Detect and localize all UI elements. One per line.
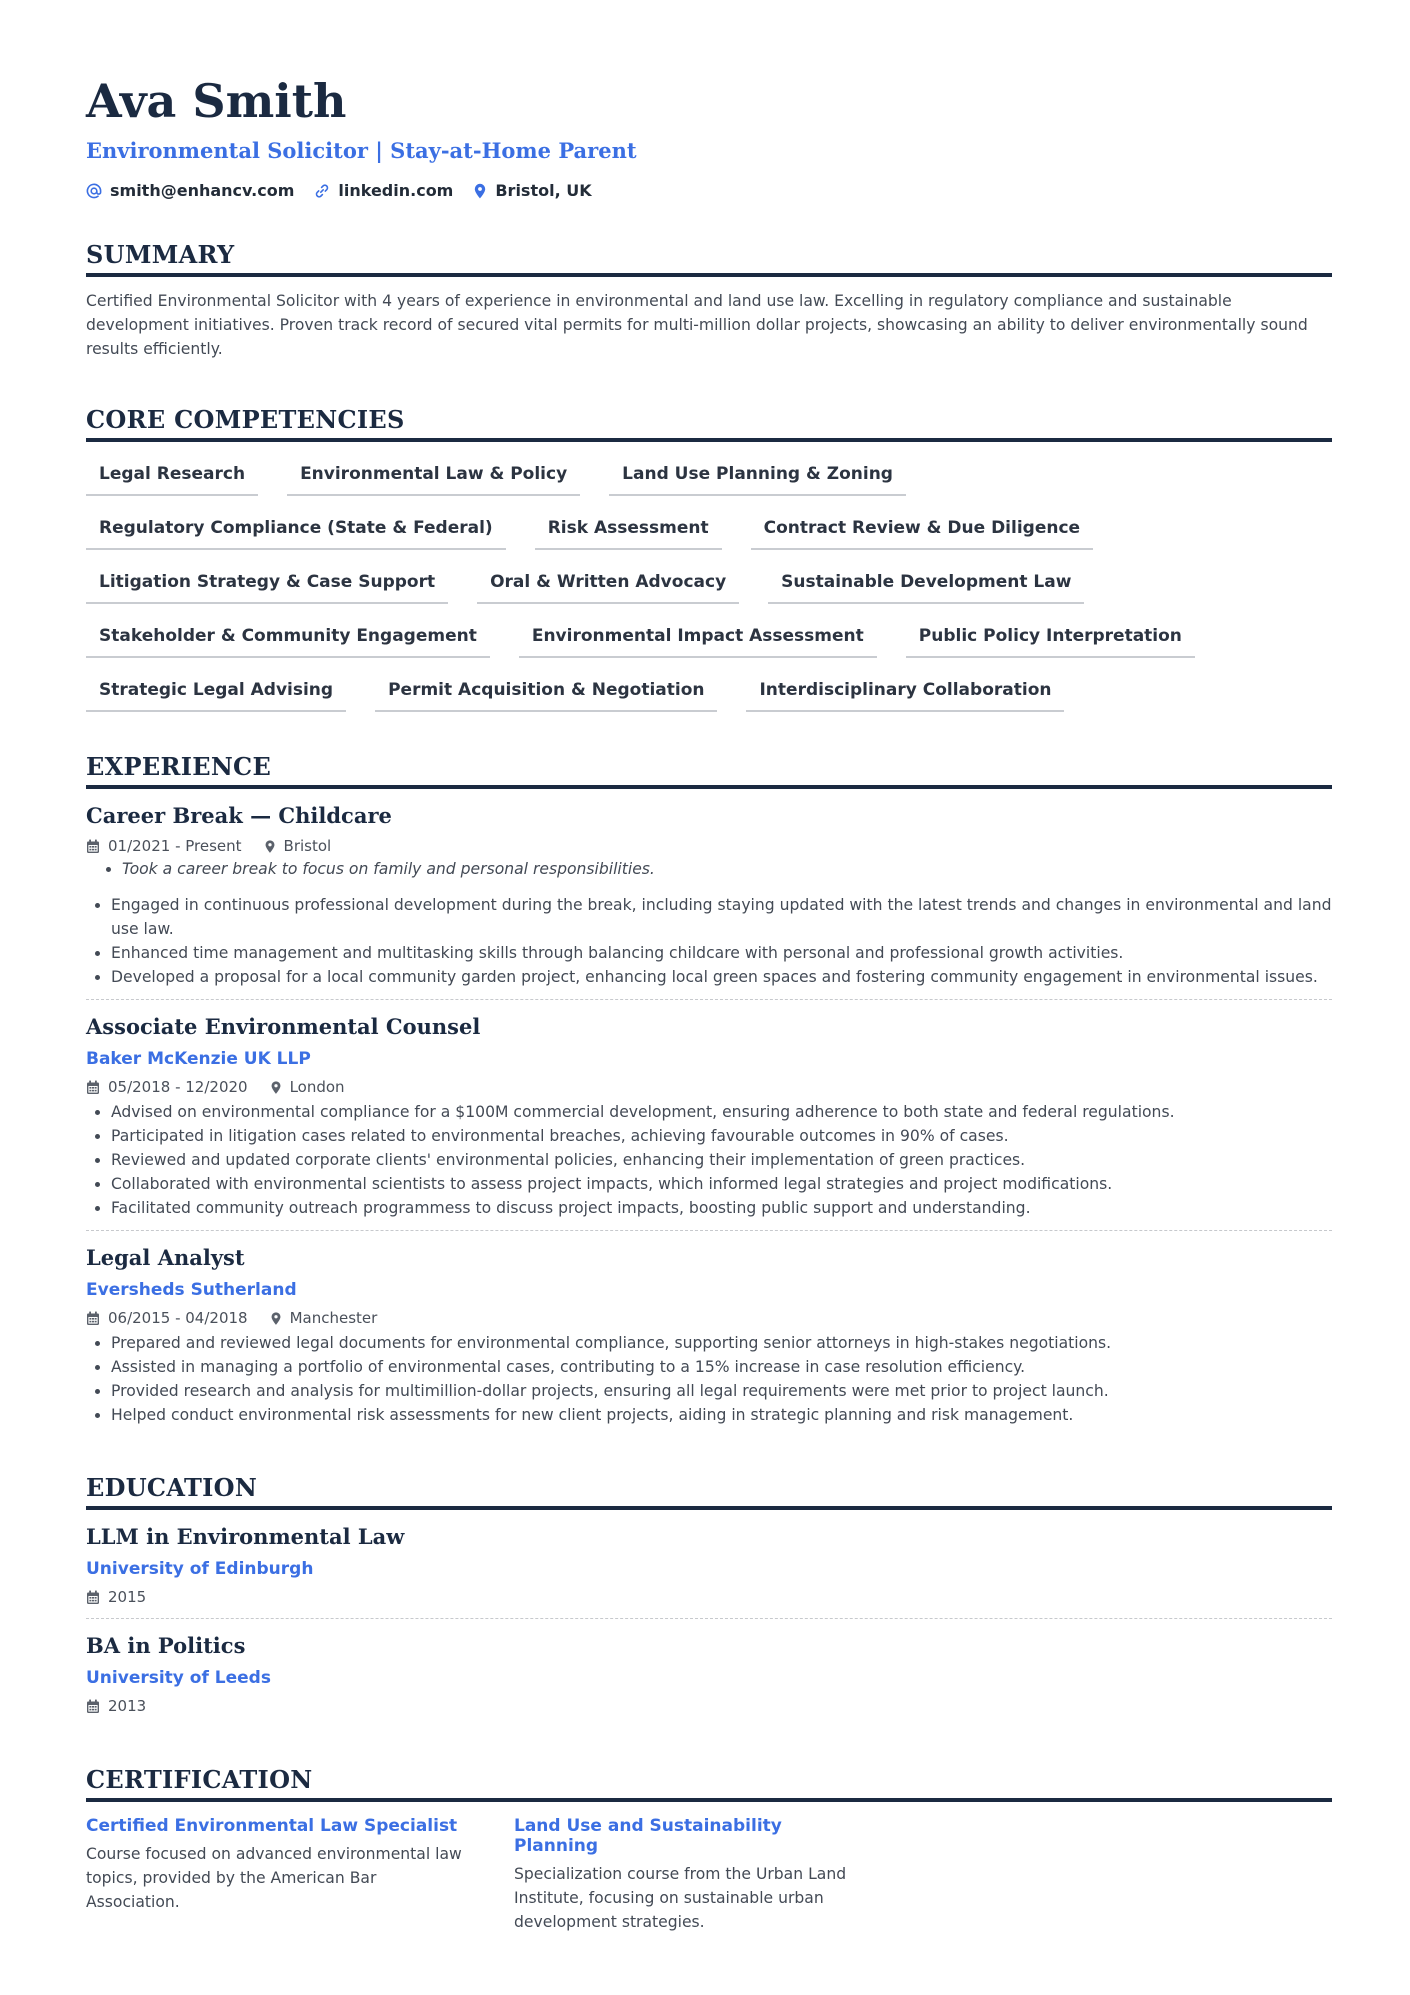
skill-tag: Land Use Planning & Zoning [609, 460, 906, 496]
job-dates-text: 01/2021 - Present [108, 837, 242, 855]
education-year [86, 1697, 146, 1715]
calendar-icon [86, 1311, 100, 1326]
job-entry [86, 803, 1332, 999]
bullet-item: • Developed a proposal for a local community garden project, enhancing local green spaces and fostering community engagement in environmental issues. [111, 965, 1332, 989]
job-bullets [86, 1100, 1332, 1220]
map-pin-icon [270, 1080, 282, 1095]
job-meta [86, 1309, 1332, 1327]
bullet-item: • Facilitated community outreach programmess to discuss project impacts, boosting public support and understanding. [111, 1196, 1332, 1220]
job-dates [86, 1078, 248, 1096]
job-title: Career Break — Childcare [86, 803, 392, 828]
job-dates [86, 837, 242, 855]
candidate-name: Ava Smith [86, 74, 347, 128]
skill-tag: Interdisciplinary Collaboration [746, 676, 1064, 712]
resume-page [86, 70, 1332, 1934]
education-meta [86, 1697, 1332, 1715]
certification-description: Specialization course from the Urban Land Institute, focusing on sustainable urban development strategies. [514, 1865, 847, 1931]
section-title-certification: CERTIFICATION [86, 1765, 1332, 1802]
map-pin-icon [473, 183, 487, 199]
skill-tag: Environmental Law & Policy [287, 460, 580, 496]
job-location [270, 1309, 378, 1327]
summary-text: Certified Environmental Solicitor with 4 years of experience in environmental and land use law. Excelling in regulatory compliance and sustainable development initiatives. Proven track record of secured vital permits for multi-million dollar projects, showcasing an ability to deliver environmentally sound results efficiently. [86, 292, 1308, 358]
contact-location [473, 181, 591, 200]
calendar-icon [86, 1080, 100, 1095]
education-entry [86, 1524, 1332, 1618]
section-title-summary: SUMMARY [86, 240, 1332, 277]
map-pin-icon [264, 839, 276, 854]
contact-bar [86, 181, 1332, 200]
bullet-item: • Provided research and analysis for multimillion-dollar projects, ensuring all legal requirements were met prior to project launch. [111, 1379, 1332, 1403]
skill-tag: Sustainable Development Law [768, 568, 1084, 604]
job-entry [86, 1230, 1332, 1437]
job-location [270, 1078, 345, 1096]
skill-tag: Risk Assessment [535, 514, 722, 550]
job-meta [86, 837, 1332, 855]
education-meta [86, 1588, 1332, 1606]
bullet-item: • Took a career break to focus on family and personal responsibilities. [122, 857, 1332, 881]
skill-tag: Regulatory Compliance (State & Federal) [86, 514, 506, 550]
job-entry [86, 999, 1332, 1230]
competencies-section [86, 405, 1332, 730]
skill-tag: Strategic Legal Advising [86, 676, 346, 712]
degree-title: BA in Politics [86, 1633, 246, 1658]
contact-email[interactable] [86, 181, 294, 200]
contact-linkedin[interactable] [314, 181, 453, 200]
certification-list [86, 1816, 1332, 1934]
contact-location-text: Bristol, UK [495, 181, 592, 200]
job-location [264, 837, 332, 855]
resume-header [86, 70, 1332, 200]
certification-title: Certified Environmental Law Specialist [86, 1816, 458, 1836]
skill-tag: Environmental Impact Assessment [519, 622, 877, 658]
at-sign-icon [86, 183, 102, 199]
calendar-icon [86, 1590, 100, 1605]
calendar-icon [86, 839, 100, 854]
bullet-item: • Enhanced time management and multitasking skills through balancing childcare with personal and professional growth activities. [111, 941, 1332, 965]
experience-section [86, 752, 1332, 1437]
education-section [86, 1473, 1332, 1727]
skills-list [86, 460, 1332, 730]
school-name: University of Edinburgh [86, 1559, 314, 1579]
education-year-text: 2015 [108, 1588, 147, 1606]
career-break-note [86, 857, 1332, 881]
bullet-item: • Engaged in continuous professional development during the break, including staying updated with the latest trends and changes in environmental and land use law. [111, 893, 1332, 941]
skill-tag: Legal Research [86, 460, 258, 496]
job-dates-text: 06/2015 - 04/2018 [108, 1309, 248, 1327]
certification-entry [514, 1816, 854, 1934]
skill-tag: Stakeholder & Community Engagement [86, 622, 490, 658]
bullet-item: • Participated in litigation cases related to environmental breaches, achieving favourable outcomes in 90% of cases. [111, 1124, 1332, 1148]
job-title: Legal Analyst [86, 1245, 245, 1270]
skill-tag: Contract Review & Due Diligence [751, 514, 1093, 550]
job-dates [86, 1309, 248, 1327]
section-title-education: EDUCATION [86, 1473, 1332, 1510]
school-name: University of Leeds [86, 1668, 271, 1688]
candidate-tagline: Environmental Solicitor | Stay-at-Home Parent [86, 138, 637, 163]
bullet-item: • Collaborated with environmental scientists to assess project impacts, which informed legal strategies and project modifications. [111, 1172, 1332, 1196]
map-pin-icon [270, 1311, 282, 1326]
education-year [86, 1588, 146, 1606]
job-dates-text: 05/2018 - 12/2020 [108, 1078, 248, 1096]
bullet-item: • Advised on environmental compliance for a $100M commercial development, ensuring adherence to both state and federal regulations. [111, 1100, 1332, 1124]
certification-description: Course focused on advanced environmental law topics, provided by the American Bar Association. [86, 1845, 462, 1911]
job-location-text: Bristol [283, 837, 332, 855]
job-meta [86, 1078, 1332, 1096]
section-title-competencies: CORE COMPETENCIES [86, 405, 1332, 442]
job-company: Baker McKenzie UK LLP [86, 1049, 311, 1069]
degree-title: LLM in Environmental Law [86, 1524, 405, 1549]
job-bullets [86, 1331, 1332, 1427]
skill-tag: Litigation Strategy & Case Support [86, 568, 448, 604]
contact-email-text: smith@enhancv.com [110, 181, 295, 200]
bullet-item: • Reviewed and updated corporate clients' environmental policies, enhancing their implementation of green practices. [111, 1148, 1332, 1172]
calendar-icon [86, 1699, 100, 1714]
link-icon [314, 183, 330, 199]
education-entry [86, 1618, 1332, 1727]
summary-section [86, 240, 1332, 361]
certification-title: Land Use and Sustainability Planning [514, 1816, 782, 1856]
contact-linkedin-text: linkedin.com [338, 181, 454, 200]
job-location-text: Manchester [289, 1309, 378, 1327]
bullet-item: • Assisted in managing a portfolio of environmental cases, contributing to a 15% increase in case resolution efficiency. [111, 1355, 1332, 1379]
certification-entry [86, 1816, 472, 1934]
job-bullets [86, 893, 1332, 989]
job-location-text: London [289, 1078, 345, 1096]
bullet-item: • Prepared and reviewed legal documents for environmental compliance, supporting senior attorneys in high-stakes negotiations. [111, 1331, 1332, 1355]
skill-tag: Permit Acquisition & Negotiation [375, 676, 717, 712]
skill-tag: Public Policy Interpretation [906, 622, 1195, 658]
job-title: Associate Environmental Counsel [86, 1014, 481, 1039]
job-company: Eversheds Sutherland [86, 1280, 297, 1300]
section-title-experience: EXPERIENCE [86, 752, 1332, 789]
certification-section [86, 1765, 1332, 1934]
education-year-text: 2013 [108, 1697, 147, 1715]
bullet-item: • Helped conduct environmental risk assessments for new client projects, aiding in strategic planning and risk management. [111, 1403, 1332, 1427]
skill-tag: Oral & Written Advocacy [477, 568, 739, 604]
